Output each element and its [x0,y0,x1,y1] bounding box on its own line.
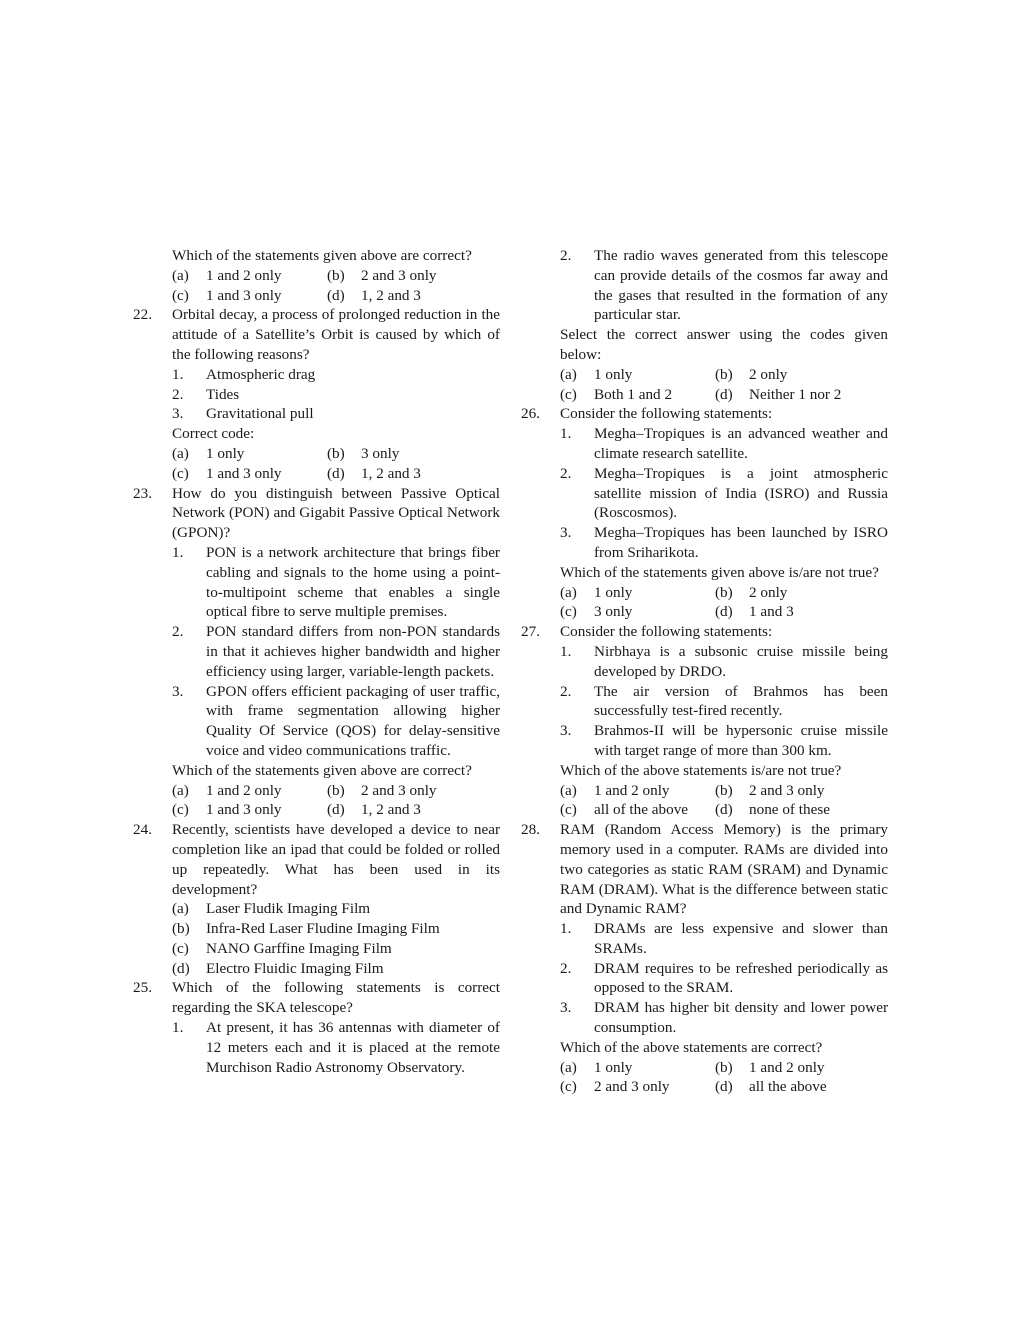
answer-options [172,444,500,484]
option-c[interactable] [560,1077,715,1097]
question-text: Recently, scientists have developed a device to near completion like an ipad that could be folded or rolled up repeatedly. What has been used in its development? [172,821,500,898]
option-text: 1 and 3 [749,603,794,621]
option-d[interactable] [327,286,500,306]
item-number: 1. [172,543,184,561]
option-text: all the above [749,1078,827,1096]
question-text: Which of the following statements is correct regarding the SKA telescope? [172,979,500,1017]
option-b[interactable] [172,919,500,939]
option-b[interactable] [327,444,500,464]
item-text: DRAM requires to be refreshed periodically as opposed to the SRAM. [594,959,888,997]
option-label: (a) [560,583,577,601]
statement-item [172,622,500,681]
option-a[interactable] [172,781,327,801]
option-d[interactable] [715,1077,888,1097]
item-number: 2. [560,682,572,700]
statement-item [560,246,888,325]
option-label: (a) [172,266,189,284]
item-number: 2. [560,247,572,264]
option-text: 1 and 3 only [206,801,282,819]
right-column [521,246,888,1097]
question-text: How do you distinguish between Passive Optical Network (PON) and Gigabit Passive Optical Network (GPON)? [172,484,500,542]
statement-item [560,682,888,722]
statement-item [172,404,500,424]
option-text: 3 only [594,603,633,621]
question-25 [133,978,500,1018]
item-text: Atmospheric drag [206,365,316,383]
question-number: 25. [133,979,152,997]
option-label: (a) [172,781,189,799]
option-label: (c) [560,801,577,819]
item-number: 1. [560,642,572,660]
option-text: 1 and 3 only [206,464,282,482]
question-28 [521,820,888,919]
item-text: Tides [206,385,240,403]
question-text: Consider the following statements: [560,623,773,641]
item-text: Gravitational pull [206,405,314,423]
answer-options [560,1058,888,1098]
option-label: (c) [560,385,577,403]
left-column [133,246,500,1077]
item-number: 1. [560,920,572,938]
option-text: NANO Garffine Imaging Film [206,939,392,957]
answer-options [172,266,500,306]
statement-item [172,682,500,761]
question-prompt: Which of the statements given above is/are not true? [560,563,879,581]
option-label: (d) [172,959,190,977]
option-label: (a) [172,444,189,462]
option-label: (b) [172,920,190,938]
option-text: 2 and 3 only [361,266,437,284]
option-c[interactable] [172,286,327,306]
option-c[interactable] [560,385,715,405]
item-text: Megha–Tropiques is a joint atmospheric satellite mission of India (ISRO) and Russia (Roscosmos). [594,464,888,522]
question-number: 26. [521,405,540,423]
option-text: Neither 1 nor 2 [749,385,842,403]
option-text: 1 and 2 only [749,1058,825,1076]
item-text: The air version of Brahmos has been successfully test-fired recently. [594,682,888,720]
option-text: 1 only [594,583,633,601]
statement-item [560,959,888,999]
answer-options [560,781,888,821]
option-d[interactable] [715,385,888,405]
question-number: 24. [133,821,152,839]
option-label: (a) [560,365,577,383]
option-text: 1 and 3 only [206,286,282,304]
option-label: (a) [560,1058,577,1076]
question-text: Consider the following statements: [560,405,773,423]
question-23 [133,484,500,543]
option-a[interactable] [560,1058,715,1078]
option-text: 1, 2 and 3 [361,286,421,304]
statement-item [172,385,500,405]
option-a[interactable] [560,583,715,603]
option-d[interactable] [715,602,888,622]
question-prompt: Correct code: [172,425,255,443]
item-text: Brahmos-II will be hypersonic cruise missile with target range of more than 300 km. [594,722,888,759]
option-d[interactable] [327,800,500,820]
item-text: Nirbhaya is a subsonic cruise missile being developed by DRDO. [594,642,888,680]
option-label: (d) [327,464,345,482]
option-label: (b) [715,365,733,383]
statement-item [560,919,888,959]
answer-options [560,583,888,623]
question-prompt: Which of the statements given above are correct? [172,761,472,779]
question-prompt: Select the correct answer using the codes given below: [560,326,888,363]
statement-item [172,1018,500,1077]
option-text: 3 only [361,444,400,462]
option-b[interactable] [715,1058,888,1078]
question-prompt: Which of the above statements is/are not true? [560,761,842,779]
option-label: (b) [715,1058,733,1076]
option-b[interactable] [715,365,888,385]
option-a[interactable] [172,266,327,286]
option-label: (b) [715,781,733,799]
option-text: Electro Fluidic Imaging Film [206,959,384,977]
item-number: 2. [172,385,184,403]
option-label: (d) [715,603,733,621]
option-label: (c) [172,464,189,482]
question-number: 27. [521,623,540,641]
option-c[interactable] [560,800,715,820]
item-text: DRAM has higher bit density and lower power consumption. [594,999,888,1037]
option-text: 2 and 3 only [594,1078,670,1096]
item-text: At present, it has 36 antennas with diameter of 12 meters each and it is placed at the remote Murchison Radio Astronomy Observatory. [206,1019,500,1076]
option-b[interactable] [715,583,888,603]
statement-item [172,365,500,385]
statement-item [172,543,500,622]
option-text: 2 and 3 only [749,781,825,799]
option-text: 1 only [594,365,633,383]
question-27 [521,622,888,642]
question-number: 23. [133,484,152,502]
option-text: 1 only [594,1058,633,1076]
item-text: DRAMs are less expensive and slower than SRAMs. [594,920,888,957]
question-22 [133,305,500,364]
option-text: 1, 2 and 3 [361,464,421,482]
item-number: 2. [560,464,572,482]
item-text: Megha–Tropiques has been launched by ISRO from Sriharikota. [594,524,888,561]
question-prompt: Which of the statements given above are correct? [172,247,472,264]
item-text: PON standard differs from non-PON standards in that it achieves higher bandwidth and higher efficiency using larger, variable-length packets. [206,623,500,680]
option-label: (d) [715,1078,733,1096]
statement-item [560,523,888,563]
option-text: 1 and 2 only [594,781,670,799]
item-number: 3. [560,999,572,1017]
option-a[interactable] [560,781,715,801]
option-label: (c) [560,1078,577,1096]
option-label: (c) [172,286,189,304]
option-text: 2 only [749,365,788,383]
option-label: (d) [327,286,345,304]
question-number: 28. [521,821,540,839]
statement-item [560,721,888,761]
answer-options [560,365,888,405]
option-text: Laser Fludik Imaging Film [206,900,371,918]
option-text: Infra-Red Laser Fludine Imaging Film [206,920,440,938]
item-text: GPON offers efficient packaging of user traffic, with frame segmentation allowing higher Quality Of Service (QOS) for delay-sensitive voice and video communications traffic. [206,682,500,759]
option-c[interactable] [172,800,327,820]
option-text: 2 only [749,583,788,601]
option-label: (b) [327,781,345,799]
option-d[interactable] [327,464,500,484]
item-number: 3. [172,405,184,423]
question-prompt: Which of the above statements are correct? [560,1038,823,1056]
statement-item [560,464,888,523]
option-c[interactable] [172,939,500,959]
option-label: (b) [715,583,733,601]
option-b[interactable] [327,781,500,801]
option-d[interactable] [715,800,888,820]
option-a[interactable] [172,899,500,919]
option-label: (d) [327,801,345,819]
item-text: The radio waves generated from this telescope can provide details of the cosmos far away and the gases that resulted in the formation of any particular star. [594,247,888,324]
item-number: 1. [172,365,184,383]
option-label: (c) [560,603,577,621]
question-number: 22. [133,306,152,324]
question-text: RAM (Random Access Memory) is the primary memory used in a computer. RAMs are divided into two categories as static RAM (SRAM) and Dynamic RAM (DRAM). What is the difference between static and Dynamic RAM? [560,821,888,918]
item-text: Megha–Tropiques is an advanced weather and climate research satellite. [594,425,888,462]
option-label: (a) [172,900,189,918]
item-number: 2. [172,623,184,641]
statement-item [560,424,888,464]
option-a[interactable] [560,365,715,385]
option-label: (a) [560,781,577,799]
option-text: 1 and 2 only [206,266,282,284]
answer-options [172,781,500,821]
item-number: 3. [560,722,572,740]
option-text: none of these [749,801,830,819]
option-c[interactable] [560,602,715,622]
option-label: (c) [172,939,189,957]
option-b[interactable] [327,266,500,286]
option-label: (b) [327,266,345,284]
option-text: Both 1 and 2 [594,385,673,403]
option-text: 1 only [206,444,245,462]
item-number: 1. [560,425,572,443]
question-text: Orbital decay, a process of prolonged reduction in the attitude of a Satellite’s Orbit is caused by which of the following reasons? [172,306,500,363]
item-text: PON is a network architecture that brings fiber cabling and signals to the home using a point-to-multipoint scheme that enables a single optical fibre to serve multiple premises. [206,543,500,621]
statement-item [560,642,888,682]
option-label: (c) [172,801,189,819]
option-text: 1 and 2 only [206,781,282,799]
option-text: all of the above [594,801,689,819]
option-label: (d) [715,385,733,403]
option-label: (d) [715,801,733,819]
statement-item [560,998,888,1038]
question-26 [521,404,888,424]
option-c[interactable] [172,464,327,484]
item-number: 3. [172,682,184,700]
option-a[interactable] [172,444,327,464]
option-text: 2 and 3 only [361,781,437,799]
option-b[interactable] [715,781,888,801]
item-number: 2. [560,959,572,977]
option-text: 1, 2 and 3 [361,801,421,819]
question-24 [133,820,500,899]
option-d[interactable] [172,959,500,979]
item-number: 1. [172,1019,184,1037]
item-number: 3. [560,524,572,542]
option-label: (b) [327,444,345,462]
